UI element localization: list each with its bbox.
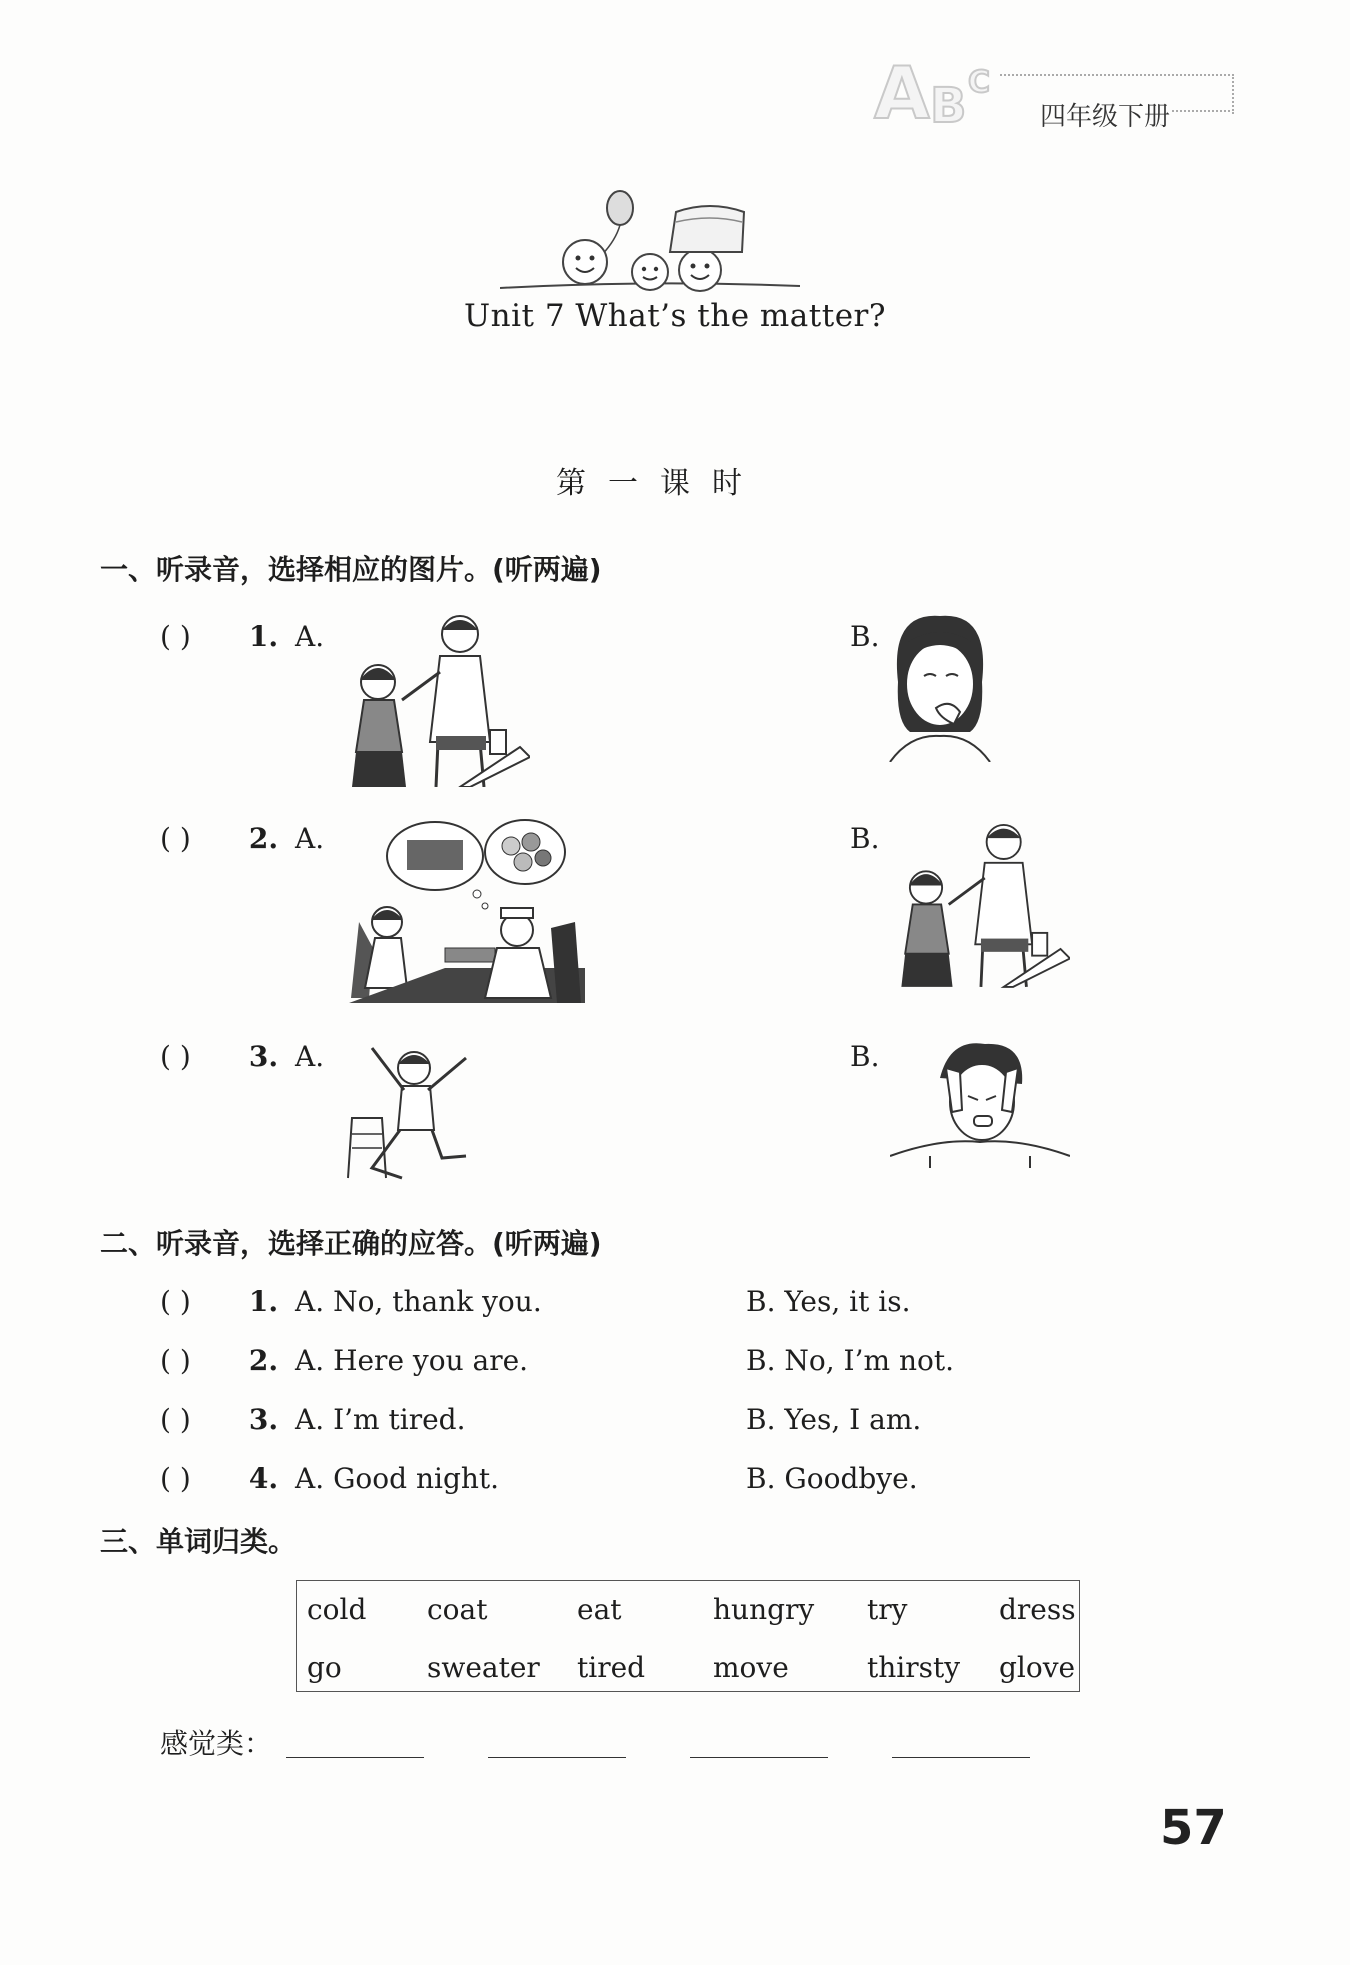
answer-blank-2[interactable]	[488, 1757, 626, 1758]
s2-question-4	[160, 1462, 499, 1495]
question-number: 3.	[248, 1403, 279, 1436]
section2-heading: 二、听录音，选择正确的应答。(听两遍)	[100, 1227, 602, 1260]
answer-paren[interactable]: ( )	[160, 822, 191, 855]
word-item: coat	[427, 1593, 488, 1626]
word-item: dress	[999, 1593, 1076, 1626]
svg-text:B: B	[930, 78, 967, 132]
grade-label: 四年级下册	[1040, 102, 1171, 132]
s1-question-2	[160, 822, 324, 855]
section3-heading: 三、单词归类。	[100, 1525, 297, 1558]
answer-blank-1[interactable]	[286, 1757, 424, 1758]
answer-paren[interactable]: ( )	[160, 1344, 191, 1377]
word-item: move	[713, 1651, 789, 1684]
s1-question-1	[160, 620, 324, 653]
girl-at-doctor-illustration	[345, 818, 585, 1003]
question-number: 1.	[248, 620, 279, 653]
option-a-text: A. Good night.	[295, 1462, 500, 1495]
boy-stretching-illustration	[342, 1038, 482, 1188]
girl-covering-mouth-illustration	[880, 612, 1000, 762]
girl-and-man-illustration-b	[890, 820, 1070, 988]
page-number: 57	[1160, 1800, 1227, 1856]
question-number: 4.	[248, 1462, 279, 1495]
answer-paren[interactable]: ( )	[160, 1285, 191, 1318]
s2-question-1	[160, 1285, 542, 1318]
answer-blank-3[interactable]	[690, 1757, 828, 1758]
word-bank-box	[296, 1580, 1080, 1692]
boy-holding-head-illustration	[890, 1038, 1070, 1173]
abc-logo-icon	[872, 48, 1002, 132]
answer-paren[interactable]: ( )	[160, 1462, 191, 1495]
s2-question-3	[160, 1403, 465, 1436]
option-a-label: A.	[295, 1040, 325, 1073]
option-a-text: A. I’m tired.	[295, 1403, 466, 1436]
kids-banner-illustration	[500, 186, 800, 298]
answer-paren[interactable]: ( )	[160, 1403, 191, 1436]
answer-blank-4[interactable]	[892, 1757, 1030, 1758]
svg-text:A: A	[874, 51, 930, 132]
unit-title: Unit 7 What’s the matter?	[464, 298, 886, 334]
girl-and-man-illustration	[340, 612, 530, 787]
question-number: 1.	[248, 1285, 279, 1318]
option-a-label: A.	[295, 620, 325, 653]
svg-text:C: C	[968, 65, 991, 100]
word-item: thirsty	[867, 1651, 961, 1684]
s2-q1-option-b-text: B. Yes, it is.	[746, 1285, 911, 1318]
word-item: hungry	[713, 1593, 815, 1626]
section1-heading: 一、听录音，选择相应的图片。(听两遍)	[100, 553, 602, 586]
answer-paren[interactable]: ( )	[160, 620, 191, 653]
question-number: 2.	[248, 822, 279, 855]
word-item: go	[307, 1651, 342, 1684]
word-item: sweater	[427, 1651, 540, 1684]
header-dotted-rule	[1172, 110, 1230, 112]
word-item: tired	[577, 1651, 646, 1684]
option-a-label: A.	[295, 822, 325, 855]
option-a-text: A. No, thank you.	[295, 1285, 542, 1318]
s2-q2-option-b-text: B. No, I’m not.	[746, 1344, 954, 1377]
option-a-text: A. Here you are.	[295, 1344, 529, 1377]
s2-q4-option-b-text: B. Goodbye.	[746, 1462, 918, 1495]
lesson-title: 第一课时	[556, 466, 764, 501]
s1-question-3	[160, 1040, 324, 1073]
word-item: eat	[577, 1593, 622, 1626]
s2-q3-option-b-text: B. Yes, I am.	[746, 1403, 922, 1436]
word-item: glove	[999, 1651, 1076, 1684]
s1-q1-option-b-label: B.	[850, 620, 880, 653]
s1-q3-option-b-label: B.	[850, 1040, 880, 1073]
s2-question-2	[160, 1344, 528, 1377]
word-item: try	[867, 1593, 908, 1626]
category-label: 感觉类：	[160, 1727, 273, 1760]
word-item: cold	[307, 1593, 367, 1626]
answer-paren[interactable]: ( )	[160, 1040, 191, 1073]
question-number: 3.	[248, 1040, 279, 1073]
question-number: 2.	[248, 1344, 279, 1377]
s1-q2-option-b-label: B.	[850, 822, 880, 855]
